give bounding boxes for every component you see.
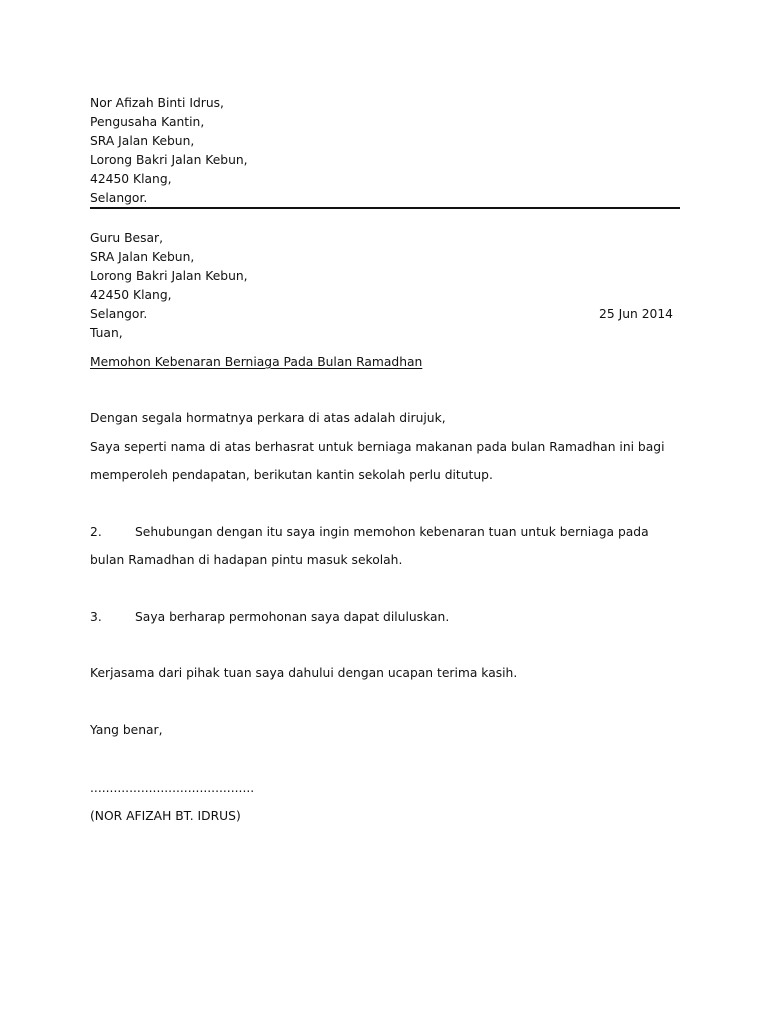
para3-number: 3.: [90, 610, 102, 624]
letter-subject: Memohon Kebenaran Berniaga Pada Bulan Ramadhan: [90, 355, 423, 369]
body-para1-line2: memperoleh pendapatan, berikutan kantin sekolah perlu ditutup.: [90, 468, 493, 482]
salutation: Tuan,: [90, 326, 123, 340]
para2-text: Sehubungan dengan itu saya ingin memohon kebenaran tuan untuk berniaga pada: [135, 525, 649, 539]
recipient-line-state: Selangor.: [90, 307, 148, 321]
letter-date: 25 Jun 2014: [599, 307, 673, 321]
body-para2-line2: bulan Ramadhan di hadapan pintu masuk sekolah.: [90, 553, 403, 567]
sender-line-name: Nor Afizah Binti Idrus,: [90, 96, 224, 110]
para2-number: 2.: [90, 525, 102, 539]
body-para2-line1: [90, 523, 649, 541]
header-divider: [90, 207, 680, 209]
body-para3: [90, 608, 449, 626]
body-intro: Dengan segala hormatnya perkara di atas adalah dirujuk,: [90, 411, 446, 425]
recipient-line-title: Guru Besar,: [90, 231, 163, 245]
recipient-line-school: SRA Jalan Kebun,: [90, 250, 195, 264]
sign-off: Yang benar,: [90, 723, 163, 737]
recipient-line-street: Lorong Bakri Jalan Kebun,: [90, 269, 248, 283]
signature-line: ..........................................: [90, 781, 255, 795]
para3-text: Saya berharap permohonan saya dapat diluluskan.: [135, 610, 450, 624]
body-para1-line1: Saya seperti nama di atas berhasrat untuk berniaga makanan pada bulan Ramadhan ini bagi: [90, 440, 665, 454]
sender-line-school: SRA Jalan Kebun,: [90, 134, 195, 148]
recipient-line-postcode: 42450 Klang,: [90, 288, 172, 302]
signatory-name: (NOR AFIZAH BT. IDRUS): [90, 809, 241, 823]
sender-line-postcode: 42450 Klang,: [90, 172, 172, 186]
sender-line-street: Lorong Bakri Jalan Kebun,: [90, 153, 248, 167]
sender-line-title: Pengusaha Kantin,: [90, 115, 205, 129]
sender-line-state: Selangor.: [90, 191, 148, 205]
body-closing-para: Kerjasama dari pihak tuan saya dahului dengan ucapan terima kasih.: [90, 666, 518, 680]
